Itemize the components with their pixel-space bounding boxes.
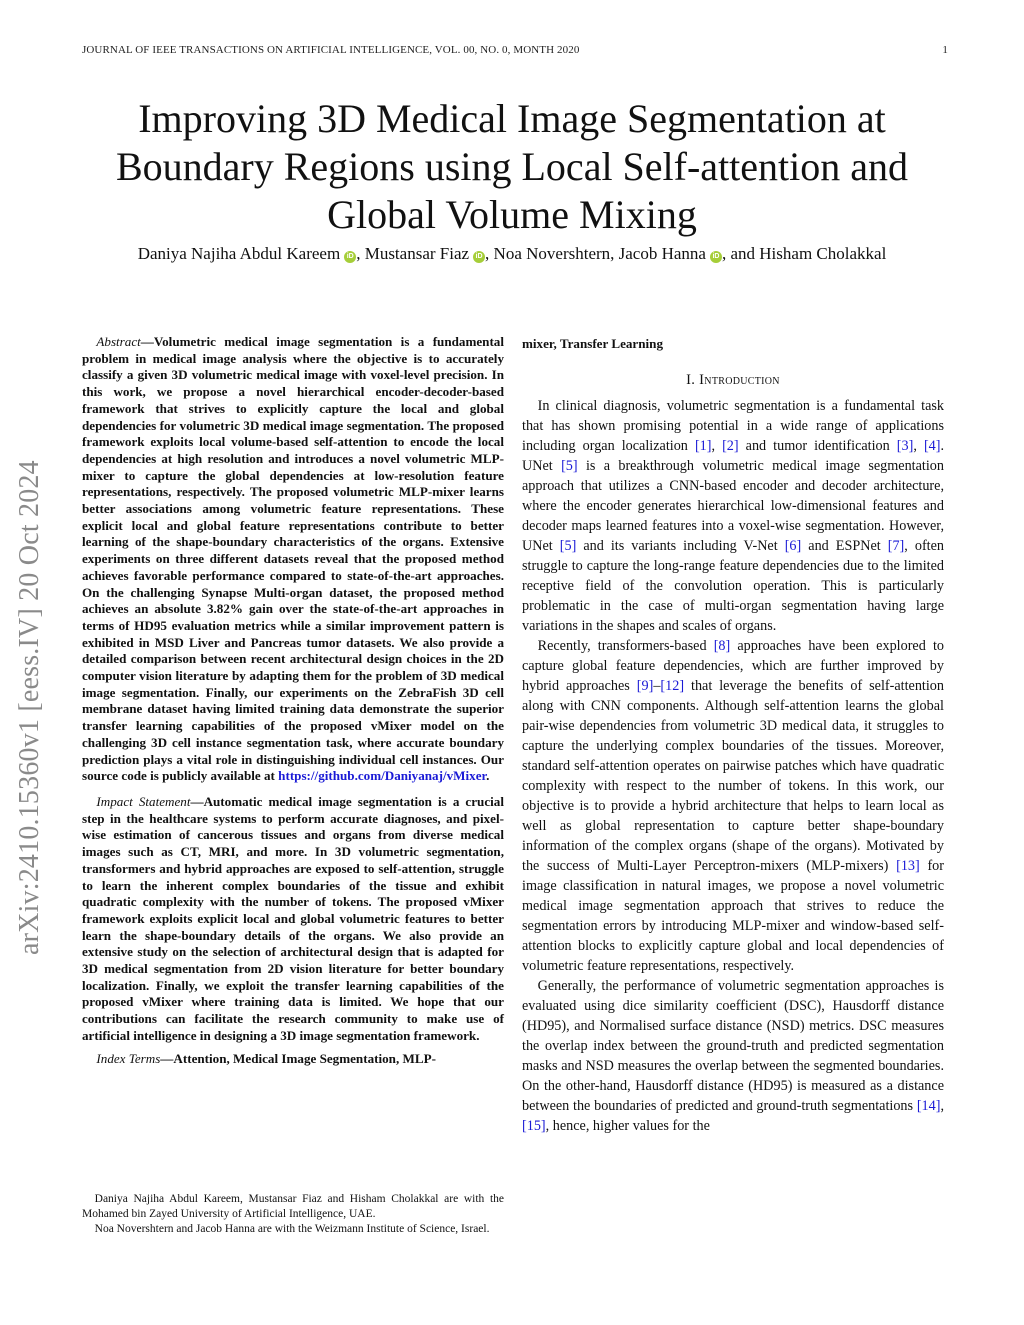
author-name: Hisham Cholakkal: [759, 244, 887, 263]
author-name: Daniya Najiha Abdul Kareem: [137, 244, 341, 263]
arxiv-stamp: arXiv:2410.15360v1 [eess.IV] 20 Oct 2024: [14, 460, 45, 955]
abstract: Abstract—Volumetric medical image segmentation is a fundamental problem in medical image analysis where the objective is to accurately classify a given 3D volumetric medical image with voxel-level precision. In this work, we propose a novel hierarchical encoder-decoder-based framework that strives to explicitly capture the local and global dependencies for volumetric 3D medical image segmentation. The proposed framework exploits local volume-based self-attention to encode the local dependencies at high resolution and introduces a novel volumetric MLP-mixer to capture the global dependencies at low-resolution feature representations, respectively. The proposed volumetric MLP-mixer learns better associations among volumetric feature representations. These explicit local and global feature representations contribute to better learning of the shape-boundary characteristics of the organs. Extensive experiments on three different datasets reveal that the proposed method achieves favorable performance compared to state-of-the-art approaches. On the challenging Synapse Multi-organ dataset, the proposed method achieves an absolute 3.82% gain over the state-of-the-art approaches in terms of HD95 evaluation metrics while a similar improvement pattern is exhibited in MSD Liver and Pancreas tumor datasets. We also provide a detailed comparison between recent architectural design choices in the 2D computer vision literature by adapting them for the problem of 3D medical image segmentation. Finally, our experiments on the ZebraFish 3D cell membrane dataset having limited training data demonstrate the superior transfer learning capabilities of the proposed vMixer model on the challenging 3D cell instance segmentation task, where accurate boundary prediction plays a vital role in distinguishing individual cell instances. Our source code is publicly available at https://github.com/Daniyanaj/vMixer.: [82, 334, 504, 784]
citation-link[interactable]: [1]: [694, 438, 712, 454]
footnote: Noa Novershtern and Jacob Hanna are with the Weizmann Institute of Science, Israel.: [94, 1223, 490, 1235]
affiliation-footnotes: [82, 1192, 504, 1237]
author-name: Mustansar Fiaz: [364, 244, 470, 263]
index-terms: Index Terms—Attention, Medical Image Segmentation, MLP-: [96, 1050, 436, 1066]
source-code-link[interactable]: https://github.com/Daniyanaj/vMixer: [278, 768, 487, 784]
abstract-text: Volumetric medical image segmentation is a fundamental problem in medical image analysis where the objective is to accurately classify a given 3D volumetric medical image with voxel-level precision. In this work, we propose a novel hierarchical encoder-decoder-based framework that strives to explicitly capture the local and global dependencies for volumetric 3D medical image segmentation. The proposed framework exploits local volume-based self-attention to encode the local dependencies at high resolution and introduces a novel volumetric MLP-mixer to capture the global dependencies at low-resolution feature representations, respectively. The proposed volumetric MLP-mixer learns better associations among volumetric feature representations. These explicit local and global feature representations contribute to better learning of the shape-boundary characteristics of the organs. Extensive experiments on three different datasets reveal that the proposed method achieves favorable performance compared to state-of-the-art approaches. On the challenging Synapse Multi-organ dataset, the proposed method achieves an absolute 3.82% gain over the state-of-the-art approaches in terms of HD95 evaluation metrics while a similar improvement pattern is exhibited in MSD Liver and Pancreas tumor datasets. We also provide a detailed comparison between recent architectural design choices in the 2D computer vision literature by adapting them for the problem of 3D medical image segmentation. Finally, our experiments on the ZebraFish 3D cell membrane dataset having limited training data demonstrate the superior transfer learning capabilities of the proposed vMixer model on the challenging 3D cell instance segmentation task, where accurate boundary prediction plays a vital role in distinguishing individual cell instances. Our source code is publicly available at: [82, 334, 504, 784]
citation-link[interactable]: [2]: [722, 438, 739, 454]
orcid-icon[interactable]: iD: [473, 251, 485, 263]
paragraph: Recently, transformers-based [8] approaches have been explored to capture global feature dependencies, which are further improved by hybrid approaches [9]–[12] that leverage the benefits of self-attention along with CNN components. Although self-attention learns the global pair-wise dependencies from volumetric 3D medical data, it struggles to capture the underlying complex boundaries of the tissues. Moreover, standard self-attention operates on pairwise patches which have quadratic complexity with respect to the number of tokens. In this work, our objective is to provide a hybrid architecture that helps to learn local as well as global representation to capture better shape-boundary information of the complex organs (shape of the organs). Motivated by the success of Multi-Layer Perceptron-mixers (MLP-mixers) [13] for image classification in natural images, we propose a novel volumetric medical image segmentation approach that strives to reduce the segmentation errors by introducing MLP-mixer and window-based self-attention blocks to explicitly capture global and local dependencies of volumetric feature representations, respectively.: [522, 638, 945, 974]
paragraph: Generally, the performance of volumetric segmentation approaches is evaluated using dice similarity coefficient (DSC), Hausdorff distance (HD95), and Normalised surface distance (NSD) metrics. DSC measures the overlap index between the ground-truth and predicted segmentation masks and NSD measures the overlap between the segmented boundaries. On the other-hand, Hausdorff distance (HD95) is measured as a distance between the boundaries of predicted and ground-truth segmentations [14], [15], hence, higher values for the: [522, 978, 944, 1134]
citation-link[interactable]: [9]: [636, 678, 654, 694]
citation-link[interactable]: [4]: [923, 438, 941, 454]
journal-name: JOURNAL OF IEEE TRANSACTIONS ON ARTIFICIAL INTELLIGENCE, VOL. 00, NO. 0, MONTH 2020: [82, 44, 580, 56]
left-column: [82, 334, 504, 1067]
citation-link[interactable]: [5]: [559, 538, 577, 554]
index-terms-label: Index Terms: [96, 1050, 161, 1066]
orcid-icon[interactable]: iD: [344, 251, 356, 263]
abstract-label: Abstract: [96, 334, 141, 349]
citation-link[interactable]: [6]: [784, 538, 802, 554]
section-heading-introduction: I. Introduction: [686, 372, 780, 388]
impact-statement: Impact Statement—Automatic medical image segmentation is a crucial step in the healthcare systems to perform accurate diagnoses, and pixel-wise estimation of cancerous tissues and organs from diverse medical images such as CT, MRI, and more. In 3D volumetric segmentation, transformers and hybrid approaches are exposed to self-attention, struggle to learn the inherent complex boundaries of the tissue and exhibit quadratic complexity with the number of tokens. The proposed vMixer framework exploits explicit local and global volumetric features to better learn the shape-boundary details of the organs. We also provide an extensive study on the selection of architectural design that is adapted for 3D medical segmentation from 2D vision literature for better boundary localization. Finally, we exploit the transfer learning capabilities of the proposed vMixer where training data is limited. We hope that our contributions can facilitate the research community to make use of artificial intelligence in designing a 3D image segmentation framework.: [82, 793, 504, 1043]
paper-title: Improving 3D Medical Image Segmentation at Boundary Regions using Local Self-attention and Global Volume Mixing: [115, 96, 909, 237]
citation-link[interactable]: [14]: [916, 1098, 941, 1114]
citation-link[interactable]: [3]: [896, 438, 914, 454]
paragraph: In clinical diagnosis, volumetric segmentation is a fundamental task that has shown promising potential in a wide range of applications including organ localization [1], [2] and tumor identification [3], [4]. UNet [5] is a breakthrough volumetric medical image segmentation approach that utilizes a CNN-based encoder and decoder architecture, where the encoder generates hierarchical low-dimensional features and decoder maps learned features into a voxel-wise segmentation. However, UNet [5] and its variants including V-Net [6] and ESPNet [7], often struggle to capture the long-range feature dependencies due to the limited receptive field of the convolution operation. This is particularly problematic in the case of multi-organ segmentation having large variations in the shapes and scales of organs.: [522, 398, 945, 634]
impact-text: Automatic medical image segmentation is a crucial step in the healthcare systems to perform accurate diagnoses, and pixel-wise estimation of cancerous tissues and organs from diverse medical images such as CT, MRI, and more. In 3D volumetric segmentation, transformers and hybrid approaches are exposed to self-attention, struggle to learn the inherent complex boundaries of the tissue and exhibit quadratic complexity with the number of tokens. The proposed vMixer framework exploits explicit local and global volumetric features to better learn the shape-boundary details of the organs. We also provide an extensive study on the selection of architectural design that is adapted for 3D medical segmentation from 2D vision literature for better boundary localization. Finally, we exploit the transfer learning capabilities of the proposed vMixer where training data is limited. We hope that our contributions can facilitate the research community to make use of artificial intelligence in designing a 3D image segmentation framework.: [82, 793, 504, 1043]
author-list: Daniya Najiha Abdul Kareem iD , Mustansar Fiaz iD , Noa Novershtern, Jacob Hanna iD , and Hisham Cholakkal: [137, 244, 887, 263]
citation-link[interactable]: [13]: [896, 858, 920, 874]
index-terms-continued: mixer, Transfer Learning: [522, 336, 663, 351]
citation-link[interactable]: [12]: [660, 678, 685, 694]
orcid-icon[interactable]: iD: [710, 251, 722, 263]
citation-link[interactable]: [8]: [713, 638, 731, 654]
citation-link[interactable]: [15]: [522, 1118, 546, 1134]
running-head: [82, 44, 948, 56]
right-column: [522, 334, 944, 1136]
citation-link[interactable]: [5]: [561, 458, 578, 474]
author-name: Noa Novershtern, Jacob Hanna: [493, 244, 706, 263]
footnote: Daniya Najiha Abdul Kareem, Mustansar Fiaz and Hisham Cholakkal are with the Mohamed bin Zayed University of Artificial Intelligence, UAE.: [82, 1193, 504, 1220]
citation-link[interactable]: [7]: [887, 538, 905, 554]
page-number: 1: [942, 44, 948, 56]
index-terms-text: Attention, Medical Image Segmentation, MLP-: [173, 1050, 436, 1066]
impact-label: Impact Statement: [96, 793, 191, 809]
